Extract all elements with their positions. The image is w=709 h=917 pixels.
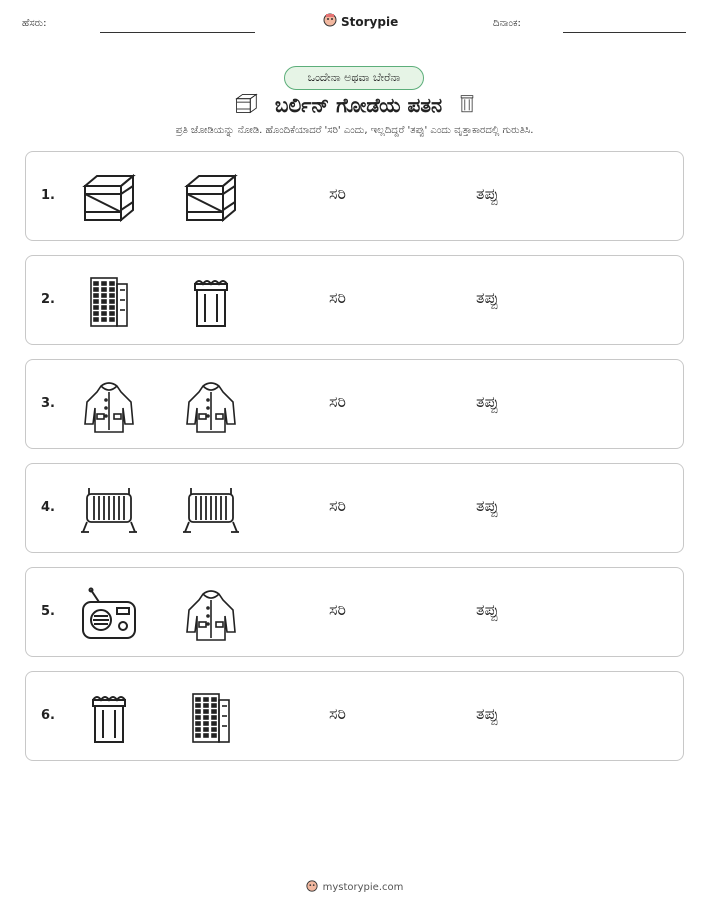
question-row: [25, 359, 684, 449]
true-option[interactable]: ಸರಿ: [329, 184, 346, 203]
question-number: 4.: [41, 500, 55, 515]
question-row: [25, 671, 684, 761]
false-option[interactable]: ತಪ್ಪು: [476, 600, 499, 619]
date-label: ದಿನಾಂಕ:: [493, 18, 521, 29]
false-option[interactable]: ತಪ್ಪು: [476, 288, 499, 307]
barrier-icon: [79, 482, 139, 538]
question-number: 3.: [41, 396, 55, 411]
true-option[interactable]: ಸರಿ: [329, 392, 346, 411]
pillar-icon: [456, 88, 478, 122]
question-number: 6.: [41, 708, 55, 723]
coat-icon: [79, 378, 139, 434]
name-line[interactable]: [100, 32, 255, 33]
coat-icon: [181, 378, 241, 434]
question-row: [25, 255, 684, 345]
date-line[interactable]: [563, 32, 686, 33]
brand-name: Storypie: [341, 14, 399, 29]
name-label: ಹೆಸರು:: [22, 18, 47, 29]
footer-url: mystorypie.com: [322, 882, 404, 893]
worksheet-type-badge: ಒಂದೇನಾ ಅಥವಾ ಬೇರೆನಾ: [284, 66, 424, 90]
question-number: 1.: [41, 188, 55, 203]
true-option[interactable]: ಸರಿ: [329, 600, 346, 619]
crate-icon: [181, 170, 241, 226]
instructions: ಪ್ರತಿ ಜೋಡಿಯನ್ನು ನೋಡಿ. ಹೊಂದಿಕೆಯಾದರೆ 'ಸರಿ' ಎಂದು, ಇಲ್ಲದಿದ್ದರೆ 'ತಪ್ಪು' ಎಂದು ವೃತ್ತಾಕಾರದಲ್ಲಿ ಗುರುತಿಸಿ.: [175, 125, 534, 136]
false-option[interactable]: ತಪ್ಪು: [476, 704, 499, 723]
true-option[interactable]: ಸರಿ: [329, 496, 346, 515]
brand-logo: [323, 13, 398, 30]
coat-icon: [181, 586, 241, 642]
storypie-mascot-icon: [323, 13, 337, 30]
question-number: 5.: [41, 604, 55, 619]
pillar-icon: [181, 274, 241, 330]
title-row: [0, 88, 709, 122]
footer: [0, 880, 709, 895]
question-number: 2.: [41, 292, 55, 307]
pillar-icon: [79, 690, 139, 746]
crate-icon: [79, 170, 139, 226]
question-row: [25, 567, 684, 657]
false-option[interactable]: ತಪ್ಪು: [476, 184, 499, 203]
crate-icon: [231, 91, 261, 119]
building-icon: [181, 690, 241, 746]
storypie-mascot-icon: [306, 880, 318, 895]
false-option[interactable]: ತಪ್ಪು: [476, 392, 499, 411]
page-title: ಬರ್ಲಿನ್ ಗೋಡೆಯ ಪತನ: [274, 93, 443, 117]
question-row: [25, 151, 684, 241]
building-icon: [79, 274, 139, 330]
false-option[interactable]: ತಪ್ಪು: [476, 496, 499, 515]
true-option[interactable]: ಸರಿ: [329, 288, 346, 307]
radio-icon: [79, 586, 139, 642]
barrier-icon: [181, 482, 241, 538]
question-row: [25, 463, 684, 553]
true-option[interactable]: ಸರಿ: [329, 704, 346, 723]
